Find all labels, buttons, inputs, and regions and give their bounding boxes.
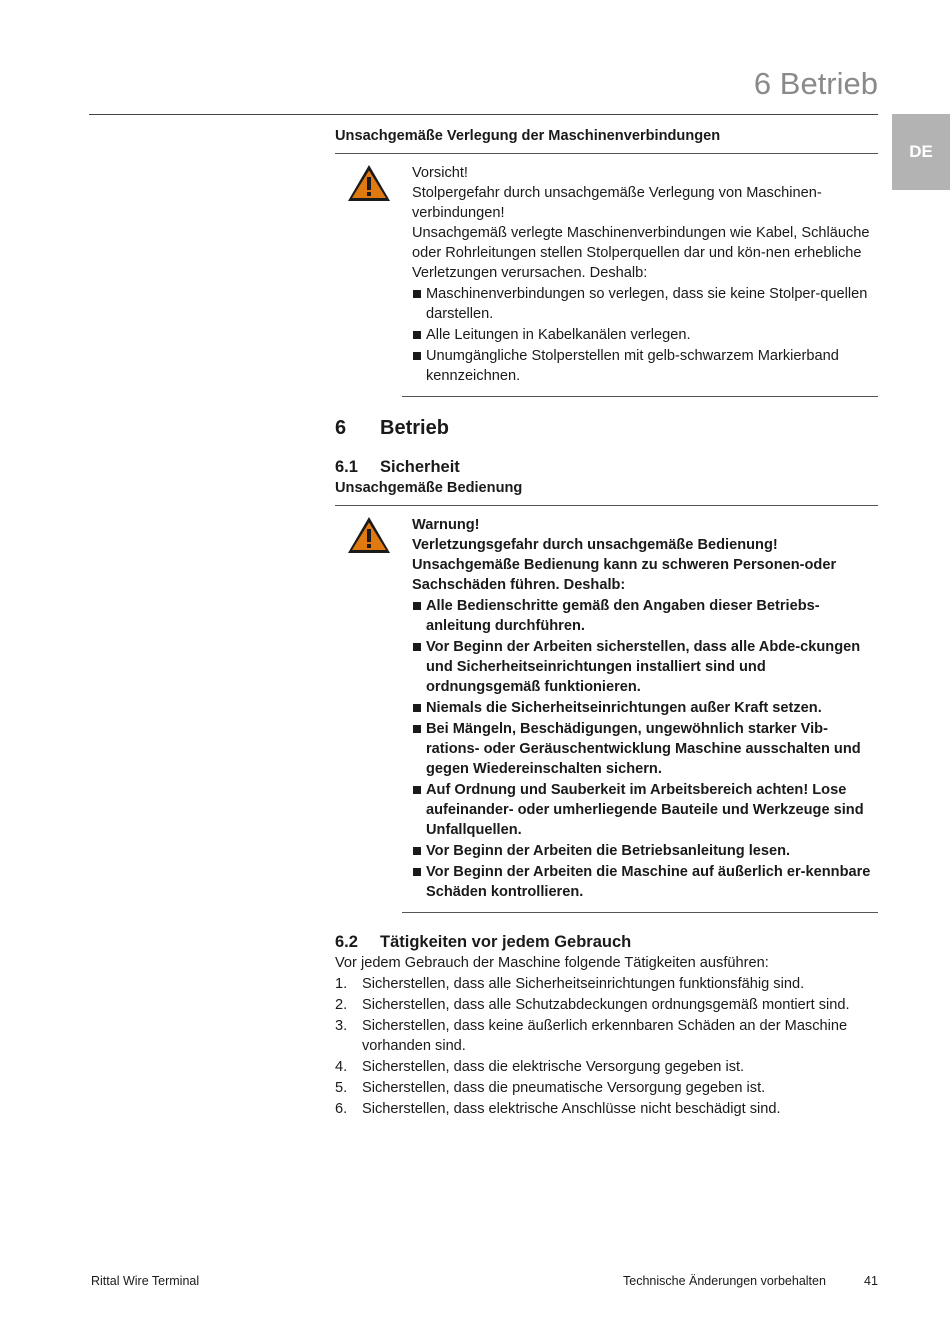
footer-right: Technische Änderungen vorbehalten [623, 1274, 826, 1288]
chapter-heading [335, 415, 878, 441]
list-item [335, 1057, 878, 1077]
step-number: 3. [335, 1018, 348, 1034]
step-number: 2. [335, 997, 348, 1013]
step-text: Sicherstellen, dass keine äußerlich erkennbaren Schäden an der Maschine vorhanden sind. [362, 1018, 848, 1054]
list-item: Alle Leitungen in Kabelkanälen verlegen. [412, 325, 872, 345]
section1-title: Sicherheit [380, 458, 460, 476]
page-number: 41 [864, 1274, 878, 1288]
step-text: Sicherstellen, dass alle Schutzabdeckungen ordnungsgemäß montiert sind. [362, 997, 850, 1013]
notice2-hazard: Verletzungsgefahr durch unsachgemäße Bedienung! [412, 537, 778, 553]
warning-triangle-icon [335, 163, 412, 386]
notice2-body [412, 515, 878, 902]
main-content [335, 126, 878, 1119]
list-item [335, 1099, 878, 1119]
notice2-signal-word: Warnung! [412, 517, 480, 533]
list-item: Auf Ordnung und Sauberkeit im Arbeitsbereich achten! Lose aufeinander- oder umherliegende Bauteile und Werkzeuge sind Unfallquellen. [412, 780, 874, 840]
list-item [335, 995, 878, 1015]
list-item: Vor Beginn der Arbeiten sicherstellen, dass alle Abde-ckungen und Sicherheitseinrichtungen installiert sind und ordnungsgemäß funktionieren. [412, 637, 874, 697]
chapter-number: 6 [335, 417, 347, 439]
notice1-body [412, 163, 878, 386]
step-number: 1. [335, 976, 348, 992]
section2-steps [335, 974, 878, 1119]
list-item: Vor Beginn der Arbeiten die Maschine auf äußerlich er-kennbare Schäden kontrollieren. [412, 862, 874, 902]
list-item: Maschinenverbindungen so verlegen, dass sie keine Stolper-quellen darstellen. [412, 284, 872, 324]
list-item [335, 1016, 878, 1056]
notice1-bottom-rule [402, 396, 878, 397]
list-item [335, 1078, 878, 1098]
section1-subheading: Unsachgemäße Bedienung [335, 480, 523, 496]
footer-left: Rittal Wire Terminal [91, 1274, 200, 1288]
section1-heading [335, 456, 878, 478]
page-header-title: 6 Betrieb [753, 66, 878, 101]
step-text: Sicherstellen, dass elektrische Anschlüsse nicht beschädigt sind. [362, 1101, 781, 1117]
section2-intro: Vor jedem Gebrauch der Maschine folgende Tätigkeiten ausführen: [335, 955, 769, 971]
list-item: Unumgängliche Stolperstellen mit gelb-schwarzem Markierband kennzeichnen. [412, 346, 872, 386]
notice1-hazard: Stolpergefahr durch unsachgemäße Verlegung von Maschinen-verbindungen! [412, 185, 822, 221]
notice1-list [412, 284, 872, 386]
caution-notice [335, 154, 878, 386]
step-text: Sicherstellen, dass alle Sicherheitseinrichtungen funktionsfähig sind. [362, 976, 805, 992]
chapter-title: Betrieb [380, 417, 449, 439]
list-item: Vor Beginn der Arbeiten die Betriebsanleitung lesen. [412, 841, 874, 861]
section2-heading [335, 931, 878, 953]
step-number: 5. [335, 1080, 348, 1096]
header-divider [89, 114, 878, 115]
notice1-heading: Unsachgemäße Verlegung der Maschinenverbindungen [335, 128, 721, 144]
warning-notice [335, 506, 878, 902]
list-item: Bei Mängeln, Beschädigungen, ungewöhnlich starker Vib-rations- oder Geräuschentwicklung Maschine ausschalten und gegen Wiedereinschalten sichern. [412, 719, 874, 779]
notice2-bottom-rule [402, 912, 878, 913]
notice2-description: Unsachgemäße Bedienung kann zu schweren Personen-oder Sachschäden führen. Deshalb: [412, 557, 837, 593]
notice1-signal-word: Vorsicht! [412, 165, 468, 181]
list-item: Niemals die Sicherheitseinrichtungen außer Kraft setzen. [412, 698, 874, 718]
notice2-list [412, 596, 874, 902]
step-text: Sicherstellen, dass die pneumatische Versorgung gegeben ist. [362, 1080, 766, 1096]
step-text: Sicherstellen, dass die elektrische Versorgung gegeben ist. [362, 1059, 745, 1075]
language-tab[interactable]: DE [892, 114, 950, 190]
list-item: Alle Bedienschritte gemäß den Angaben dieser Betriebs-anleitung durchführen. [412, 596, 874, 636]
list-item [335, 974, 878, 994]
warning-triangle-icon [335, 515, 412, 902]
section2-number: 6.2 [335, 933, 358, 951]
step-number: 4. [335, 1059, 348, 1075]
notice1-description: Unsachgemäß verlegte Maschinenverbindungen wie Kabel, Schläuche oder Rohrleitungen stellen Stolperquellen dar und kön-nen erhebliche Verletzungen verursachen. Deshalb: [412, 225, 870, 281]
step-number: 6. [335, 1101, 348, 1117]
section1-number: 6.1 [335, 458, 358, 476]
section2-title: Tätigkeiten vor jedem Gebrauch [380, 933, 632, 951]
